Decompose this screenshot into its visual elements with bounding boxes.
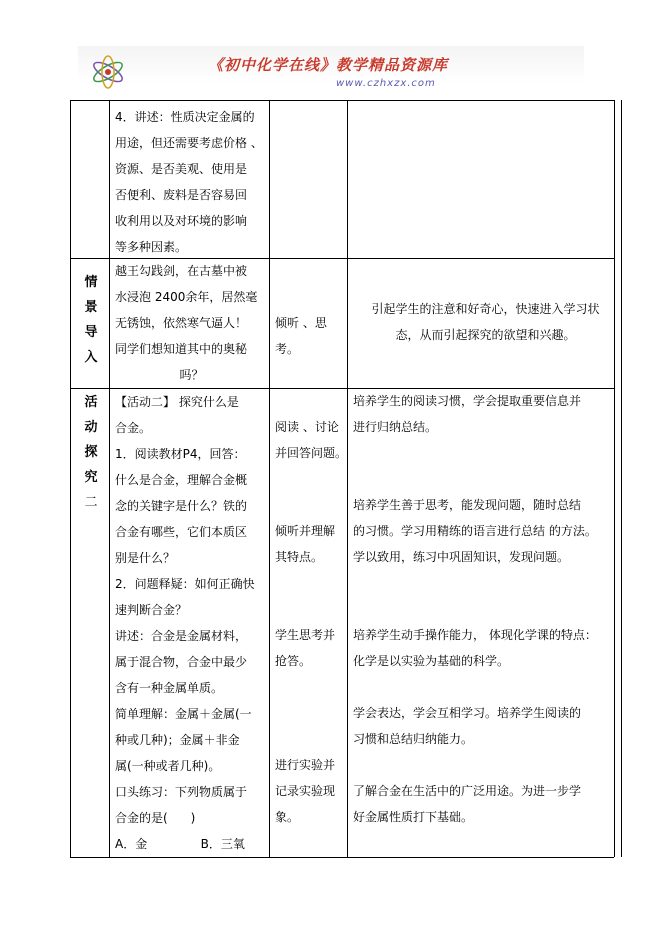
table-left-border	[70, 100, 71, 857]
text-line: 4．讲述：性质决定金属的	[115, 110, 255, 124]
stage-char: 入	[84, 350, 98, 365]
stage-char: 活	[84, 395, 98, 410]
text-line: 习惯和总结归纳能力。	[353, 732, 474, 746]
text-line: 收利用以及对环境的影响	[115, 214, 248, 228]
intro-student-activity	[275, 310, 347, 362]
text-line: 属(一种或者几种)。	[115, 759, 221, 773]
intro-content	[115, 258, 268, 388]
text-line: 等多种因素。	[115, 240, 188, 254]
text-line: 记录实验现	[275, 784, 336, 798]
text-line: 化学是以实验为基础的科学。	[353, 654, 510, 668]
text-line: 资源、是否美观、使用是	[115, 162, 248, 176]
text-line: 别是什么？	[115, 551, 176, 565]
text-line: 学生思考并	[275, 628, 336, 642]
text-line: 倾听 、思考。	[275, 316, 327, 356]
text-line: 学会表达，学会互相学习。培养学生阅读的	[353, 706, 582, 720]
text-line: 同学们想知道其中的奥秘	[115, 342, 248, 356]
table-bottom-border	[70, 857, 614, 858]
text-line: 抢答。	[275, 654, 312, 668]
text-line: 态，从而引起探究的欲望和兴趣。	[395, 328, 576, 342]
stage-char: 动	[84, 420, 98, 435]
text-line: 学以致用，练习中巩固知识，发现问题。	[353, 550, 570, 564]
column-divider	[347, 100, 348, 857]
text-line: 无锈蚀，依然寒气逼人！	[115, 316, 248, 330]
text-line: 培养学生善于思考，能发现问题，随时总结	[353, 498, 582, 512]
intro-design-intent	[353, 296, 618, 348]
text-line: 象。	[275, 810, 300, 824]
text-line: 引起学生的注意和好奇心，快速进入学习状	[371, 302, 600, 316]
text-line: 水浸泡 2400余年，居然毫	[115, 290, 258, 304]
header-banner	[78, 46, 584, 100]
text-line: 否便利、废料是否容易回	[115, 188, 248, 202]
header-title: 《初中化学在线》教学精品资源库	[208, 56, 449, 74]
text-line: 合金有哪些，它们本质区	[115, 525, 248, 539]
text-line: 种或几种)；金属＋非金	[115, 733, 240, 747]
text-line: 吗？	[179, 368, 204, 382]
outer-right-line	[621, 100, 622, 857]
text-line: 用途，但还需要考虑价格 、	[115, 136, 263, 150]
activity-student-1	[275, 414, 347, 466]
activity-intent-5	[353, 778, 618, 830]
text-line: A．金 B．三氧	[115, 837, 245, 851]
stage-char: 二	[84, 495, 98, 510]
stage-char: 探	[84, 445, 98, 460]
text-line: 合金的是( )	[115, 811, 196, 825]
activity-content	[115, 389, 268, 857]
text-line: 2．问题释疑：如何正确快	[115, 577, 255, 591]
activity-intent-2	[353, 492, 618, 570]
text-line: 属于混合物，合金中最少	[115, 655, 248, 669]
activity-intent-4	[353, 700, 618, 752]
text-line: 讲述：合金是金属材料，	[115, 629, 248, 643]
text-line: 越王勾践剑，在古墓中被	[115, 264, 248, 278]
text-line: 倾听并理解	[275, 524, 336, 538]
text-line: 其特点。	[275, 550, 324, 564]
text-line: 培养学生的阅读习惯，学会提取重要信息并	[353, 394, 582, 408]
text-line: 好金属性质打下基础。	[353, 810, 474, 824]
text-line: 什么是合金，理解合金概	[115, 473, 248, 487]
text-line: 阅读 、讨论	[275, 420, 339, 434]
text-line: 口头练习：下列物质属于	[115, 785, 248, 799]
text-line: 1．阅读教材P4，回答：	[115, 447, 246, 461]
stage-char: 情	[84, 275, 98, 290]
text-line: 念的关键字是什么？铁的	[115, 499, 248, 513]
stage-char: 究	[84, 470, 98, 485]
activity-intent-3	[353, 622, 618, 674]
stage-label-activity	[76, 390, 106, 515]
top-row-content	[115, 104, 268, 260]
text-line: 并回答问题。	[275, 446, 348, 460]
text-line: 含有一种金属单质。	[115, 681, 224, 695]
text-line: 了解合金在生活中的广泛用途。为进一步学	[353, 784, 582, 798]
text-line: 的习惯。学习用精练的语言进行总结 的方法。	[353, 524, 597, 538]
column-divider	[109, 100, 110, 857]
text-line: 简单理解：金属＋金属(一	[115, 707, 252, 721]
activity-student-3	[275, 622, 347, 674]
table-top-border	[70, 100, 614, 101]
text-line: 合金。	[115, 421, 152, 435]
activity-student-4	[275, 752, 347, 830]
column-divider	[269, 100, 270, 857]
atom-logo-icon	[88, 52, 128, 92]
header-url: www.czhxzx.com	[336, 78, 436, 89]
activity-student-2	[275, 518, 347, 570]
text-line: 【活动二】 探究什么是	[115, 395, 239, 409]
stage-label-intro	[76, 270, 106, 370]
text-line: 进行归纳总结。	[353, 420, 438, 434]
text-line: 培养学生动手操作能力， 体现化学课的特点：	[353, 628, 597, 642]
activity-intent-1	[353, 388, 618, 440]
stage-char: 导	[84, 325, 98, 340]
stage-char: 景	[84, 300, 98, 315]
text-line: 进行实验并	[275, 758, 336, 772]
text-line: 速判断合金？	[115, 603, 188, 617]
